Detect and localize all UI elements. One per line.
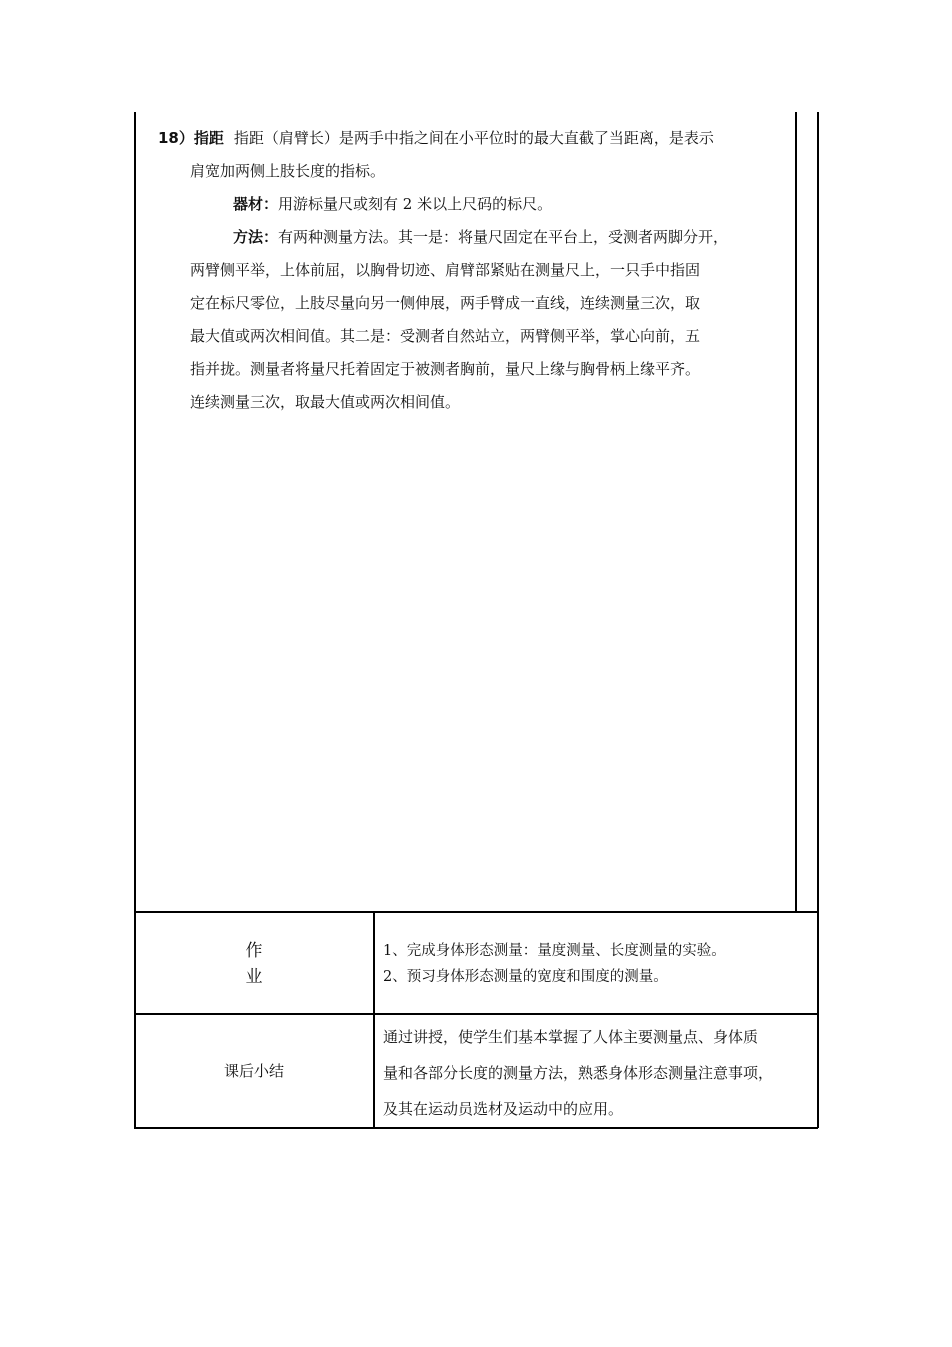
method-line-1 — [158, 221, 788, 254]
method-line-6: 连续测量三次，取最大值或两次相间值。 — [190, 393, 461, 411]
section-number: 18） — [158, 129, 194, 147]
summary-label: 课后小结 — [223, 1062, 284, 1080]
summary-line-1: 通过讲授，使学生们基本掌握了人体主要测量点、身体质 — [383, 1028, 759, 1046]
method-line-4: 最大值或两次相间值。其二是：受测者自然站立，两臂侧平举，掌心向前，五 — [190, 327, 701, 345]
homework-label — [134, 938, 374, 990]
bottom-border — [134, 1127, 818, 1129]
summary-text — [383, 1019, 813, 1127]
summary-line-2: 量和各部分长度的测量方法，熟悉身体形态测量注意事项， — [383, 1064, 774, 1082]
equipment-label: 器材： — [233, 195, 279, 213]
equipment-text: 用游标量尺或刻有 2 米以上尺码的标尺。 — [278, 195, 553, 213]
homework-items — [383, 938, 813, 990]
right-border — [817, 112, 819, 1128]
intro-line-1 — [158, 122, 788, 155]
method-label: 方法： — [233, 228, 279, 246]
homework-label-line-1: 作 — [245, 941, 263, 961]
method-line-5: 指并拢。测量者将量尺托着固定于被测者胸前，量尺上缘与胸骨柄上缘平齐。 — [190, 360, 701, 378]
section-content — [158, 122, 788, 419]
row-divider-1 — [134, 911, 818, 913]
row-divider-2 — [134, 1013, 818, 1015]
intro-text-1: 指距（肩臂长）是两手中指之间在小平位时的最大直截了当距离，是表示 — [233, 129, 714, 147]
summary-line-3: 及其在运动员选材及运动中的应用。 — [383, 1100, 624, 1118]
method-line-3: 定在标尺零位，上肢尽量向另一侧伸展，两手臂成一直线，连续测量三次，取 — [190, 294, 701, 312]
homework-label-line-2: 业 — [245, 967, 263, 987]
method-text-1: 有两种测量方法。其一是：将量尺固定在平台上，受测者两脚分开， — [278, 228, 729, 246]
intro-line-2: 肩宽加两侧上肢长度的指标。 — [190, 162, 386, 180]
equipment-line — [158, 188, 788, 221]
homework-item-2: 2、预习身体形态测量的宽度和围度的测量。 — [383, 969, 668, 985]
section-title: 指距 — [193, 129, 224, 147]
inner-right-border — [795, 112, 797, 912]
method-line-2: 两臂侧平举，上体前屈，以胸骨切迹、肩臂部紧贴在测量尺上，一只手中指固 — [190, 261, 701, 279]
homework-item-1: 1、完成身体形态测量：量度测量、长度测量的实验。 — [383, 943, 726, 959]
